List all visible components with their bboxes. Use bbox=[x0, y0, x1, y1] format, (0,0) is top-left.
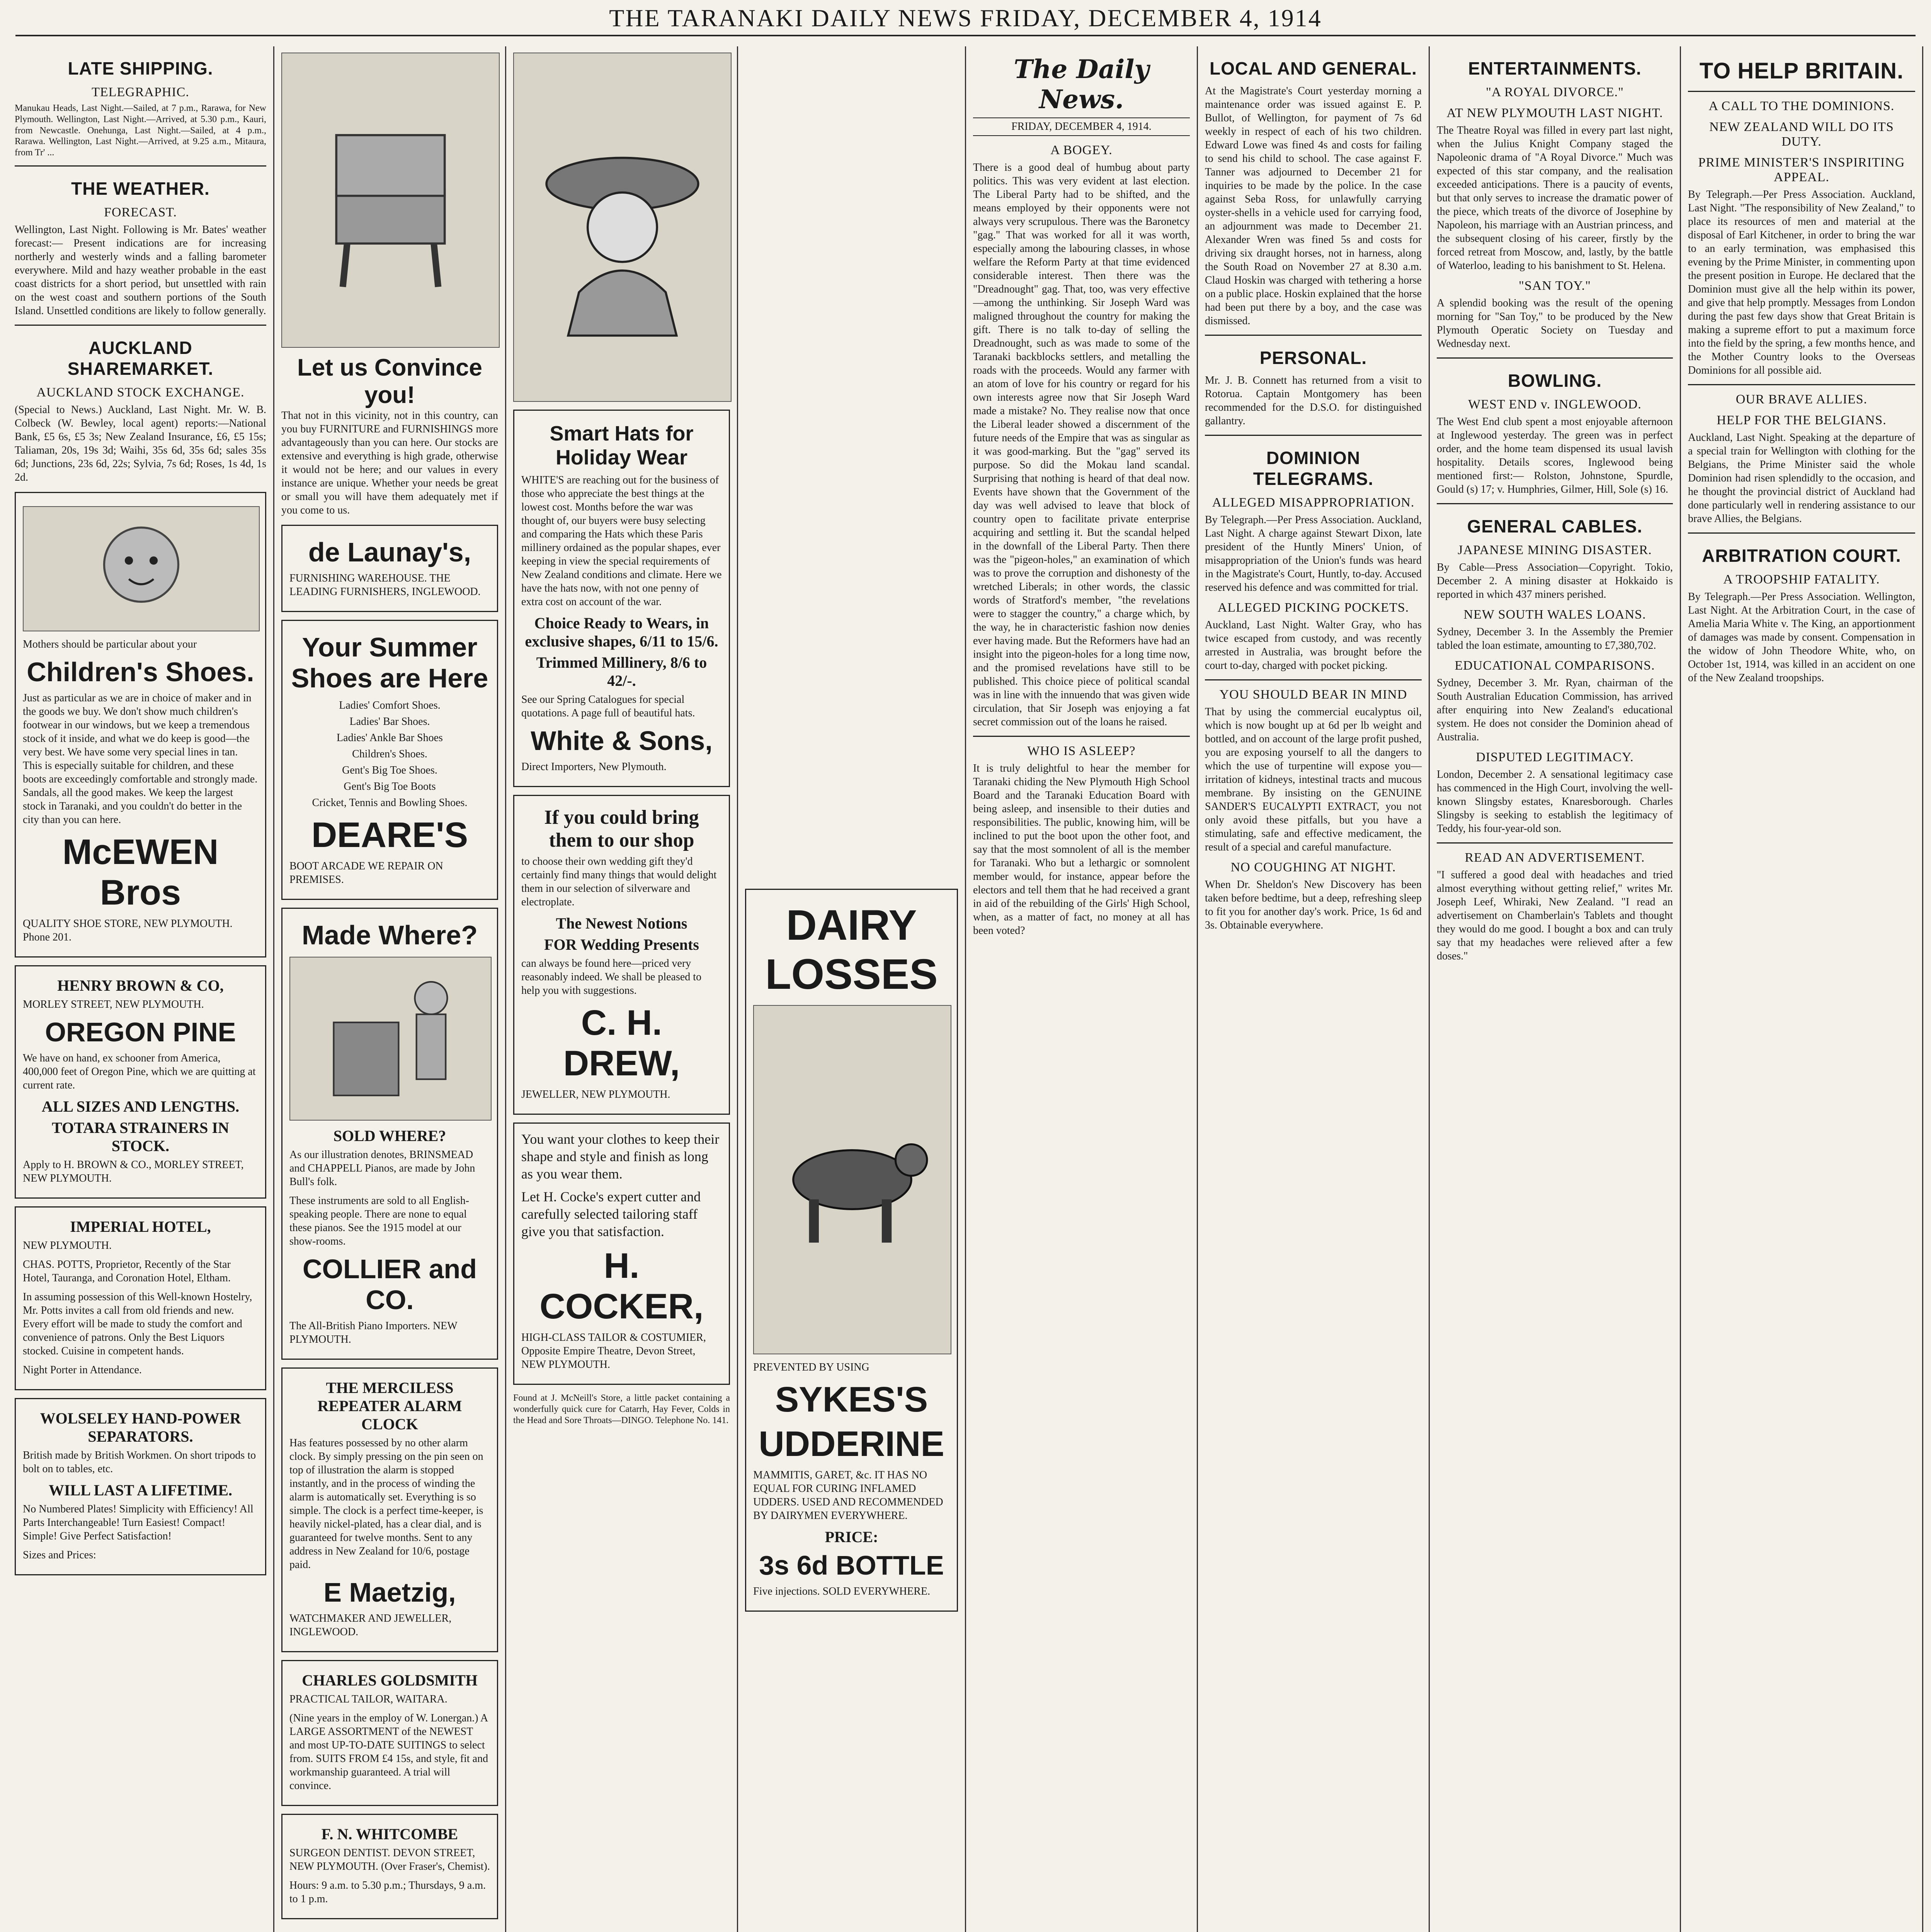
misappropriation-text: By Telegraph.—Per Press Association. Auckland, Last Night. A charge against Stewart Dixon, late president of the Huntly Miners' Union, of misappropriation of the Union's funds was heard in the Magistrate's Court, Huntly, to-day. Accused reserved his defence and was committed for trial. bbox=[1205, 514, 1422, 594]
injections-text: Five injections. SOLD EVERYWHERE. bbox=[753, 1585, 931, 1597]
shoe-list-item: Ladies' Ankle Bar Shoes bbox=[337, 732, 443, 744]
oregon-pine-ad bbox=[15, 965, 266, 1199]
divider bbox=[1205, 435, 1422, 436]
separator-lifetime: WILL LAST A LIFETIME. bbox=[49, 1481, 232, 1499]
hats-title: Smart Hats for Holiday Wear bbox=[550, 422, 694, 469]
stock-exchange-heading: AUCKLAND STOCK EXCHANGE. bbox=[36, 385, 245, 400]
cow-illustration bbox=[753, 1005, 951, 1354]
telegraphic-heading: TELEGRAPHIC. bbox=[92, 85, 189, 99]
maetzig-sub: WATCHMAKER AND JEWELLER, INGLEWOOD. bbox=[289, 1612, 452, 1638]
made-where: Made Where? bbox=[301, 920, 478, 950]
whitcombe-hours: Hours: 9 a.m. to 5.30 p.m.; Thursdays, 9 a.m. to 1 p.m. bbox=[289, 1879, 486, 1905]
sharemarket-text: (Special to News.) Auckland, Last Night. Mr. W. B. Colbeck (W. Bewley, local agent) reports:—National Bank, £5 6s, £5 3s; New Zealand Insurance, £6, £5 15s; Taliaman, 20s, 19s 3d; Waihi, 35s 6d, 35s 6d; sales 35s 6d; Junctions, 23s 6d, 22s; Sylvia, 7s 6d; Roses, 1s 4d, 1s 2d. bbox=[15, 403, 266, 483]
column-1 bbox=[8, 46, 274, 1932]
drew-sub: JEWELLER, NEW PLYMOUTH. bbox=[521, 1088, 670, 1100]
editorial-dateline: FRIDAY, DECEMBER 4, 1914. bbox=[973, 117, 1190, 136]
arbitration-heading: ARBITRATION COURT. bbox=[1702, 546, 1901, 566]
deare-logo: DEARE'S bbox=[311, 815, 468, 855]
summer-shoes-title: Your Summer Shoes are Here bbox=[291, 632, 488, 693]
dairy-losses: DAIRY LOSSES bbox=[765, 901, 938, 998]
education-text: Sydney, December 3. Mr. Ryan, chairman of the South Australian Education Commission, has arrived after enquiring into New Zealand's educational system. He does not consider the Dominion ahead of Australia. bbox=[1437, 677, 1673, 743]
deare-sub: BOOT ARCADE WE REPAIR ON PREMISES. bbox=[289, 860, 443, 886]
weather-text: Wellington, Last Night. Following is Mr. Bates' weather forecast:— Present indications are for increasing northerly and westerly winds and a falling barometer everywhere. Mild and hazy weather probable in the east coast districts for a short period, but unsettled with rain on the west coast and southern portions of the South Island. Unsettled conditions are likely to follow generally. bbox=[15, 223, 266, 317]
udderine-ad bbox=[745, 889, 958, 1612]
local-general-heading: LOCAL AND GENERAL. bbox=[1210, 58, 1417, 78]
shoe-list-item: Gent's Big Toe Boots bbox=[344, 781, 436, 793]
bowling-heading: BOWLING. bbox=[1507, 371, 1602, 391]
divider bbox=[1437, 842, 1673, 844]
divider bbox=[973, 736, 1190, 737]
bring-text: to choose their own wedding gift they'd certainly find many things that would delight them in our selection of silverware and electroplate. bbox=[521, 855, 717, 908]
belgians-heading: HELP FOR THE BELGIANS. bbox=[1717, 413, 1887, 427]
general-cables-heading: GENERAL CABLES. bbox=[1467, 516, 1643, 536]
childrens-shoes-ad bbox=[15, 492, 266, 957]
white-sons-title: White & Sons, bbox=[531, 726, 713, 756]
shoe-list-item: Cricket, Tennis and Bowling Shoes. bbox=[312, 797, 468, 809]
column-7 bbox=[1430, 46, 1681, 1932]
personal-heading: PERSONAL. bbox=[1259, 348, 1367, 368]
asleep-text: It is truly delightful to hear the member for Taranaki chiding the New Plymouth High School Board and the Taranaki Education Board with being asleep, and insensible to their duties and responsibilities. The public, knowing him, will be inclined to put the boot upon the other foot, and say that the most somnolent of all is the member for Taranaki. Who but a lethargic or somnolent member would, for instance, appear before the electors and tell them that he had received a grant in aid of the rebuilding of the Girls' High School, when, as a matter of fact, no money at all has been voted? bbox=[973, 762, 1190, 937]
theatre-subheading: AT NEW PLYMOUTH LAST NIGHT. bbox=[1446, 106, 1663, 120]
appeal-text: By Telegraph.—Per Press Association. Auckland, Last Night. "The responsibility of New Zealand," to place its resources of men and material at the disposal of Earl Kitchener, in order to bring the war to an early termination, was emphasised this evening by the Prime Minister, in commenting upon the present position in Europe. He declared that the Dominion must give all the help within its power, and give that help promptly. Messages from London during the past few days show that Great Britain is making a supreme effort to put a maximum force into the field by the spring, a few months hence, and the Mother Country looks to the Overseas Dominions for all possible aid. bbox=[1688, 189, 1915, 376]
separator-features: No Numbered Plates! Simplicity with Efficiency! All Parts Interchangeable! Turn Easiest! Compact! Simple! Give Perfect Satisfaction! bbox=[23, 1503, 253, 1542]
drew-title: C. H. DREW, bbox=[563, 1003, 680, 1083]
collier-title: COLLIER and CO. bbox=[302, 1254, 477, 1315]
weather-heading: THE WEATHER. bbox=[71, 178, 210, 199]
sykes-title: SYKES'S bbox=[775, 1380, 928, 1419]
oregon-sizes: ALL SIZES AND LENGTHS. bbox=[41, 1097, 240, 1115]
separator-sizes: Sizes and Prices: bbox=[23, 1549, 96, 1561]
late-shipping-heading: LATE SHIPPING. bbox=[68, 58, 213, 78]
drew-ad bbox=[513, 795, 730, 1115]
loans-heading: NEW SOUTH WALES LOANS. bbox=[1463, 607, 1646, 622]
oregon-text: We have on hand, ex schooner from America, 400,000 feet of Oregon Pine, which we are quitting at current rate. bbox=[23, 1052, 256, 1091]
bottle-price: 3s 6d BOTTLE bbox=[759, 1550, 944, 1580]
price-label: PRICE: bbox=[825, 1528, 878, 1546]
childrens-shoes-lead: Mothers should be particular about your bbox=[23, 638, 197, 650]
call-dominions-heading: A CALL TO THE DOMINIONS. bbox=[1708, 99, 1895, 113]
launay-ad bbox=[281, 525, 498, 612]
imperial-address: NEW PLYMOUTH. bbox=[23, 1239, 112, 1252]
troopship-heading: A TROOPSHIP FATALITY. bbox=[1723, 572, 1880, 587]
lady-hat-illustration bbox=[513, 53, 732, 402]
cocker-text: Let H. Cocke's expert cutter and carefully selected tailoring staff give you that satisfaction. bbox=[521, 1189, 701, 1239]
cocker-title: H. COCKER, bbox=[539, 1246, 704, 1326]
dominion-telegrams-heading: DOMINION TELEGRAMS. bbox=[1253, 448, 1374, 489]
coughing-heading: NO COUGHING AT NIGHT. bbox=[1230, 860, 1396, 874]
san-toy-heading: "SAN TOY." bbox=[1518, 279, 1591, 293]
personal-text: Mr. J. B. Connett has returned from a visit to Rotorua. Captain Montgomery has been recommended for the D.S.O. for distinguished gallantry. bbox=[1205, 374, 1422, 427]
mcewen-address: QUALITY SHOE STORE, NEW PLYMOUTH. Phone 201. bbox=[23, 917, 233, 943]
advertisement-heading: READ AN ADVERTISEMENT. bbox=[1465, 850, 1645, 865]
maetzig-title: E Maetzig, bbox=[323, 1577, 456, 1607]
goldsmith-text: (Nine years in the employ of W. Lonergan.) A LARGE ASSORTMENT of the NEWEST and most UP-TO-DATE SUITINGS to select from. SUITS FROM £4 15s, and style, fit and workmanship guaranteed. A trial will convince. bbox=[289, 1712, 488, 1792]
imperial-hotel-ad bbox=[15, 1206, 266, 1390]
cocker-sub: HIGH-CLASS TAILOR & COSTUMIER, Opposite Empire Theatre, Devon Street, NEW PLYMOUTH. bbox=[521, 1332, 706, 1371]
shoe-list-item: Children's Shoes. bbox=[352, 748, 427, 760]
summer-shoes-ad bbox=[281, 620, 498, 900]
pianos-ad bbox=[281, 908, 498, 1360]
local-general-text: At the Magistrate's Court yesterday morning a maintenance order was issued against E. P. Bullot, of Wellington, for payment of 7s 6d weekly in respect of each of his two children. Edward Lowe was fined 4s and costs for failing to send his child to school. The case against F. Tanner was adjourned to December 21 for inquiries to be made by the police. In the case against Seba Ross, for unlawfully carrying oyster-shells in a vehicle used for carrying food, an adjournment was made to December 21. Alexander Wren was fined 5s and costs for driving six draught horses, not in harness, along the South Road on November 27 at 8.30 a.m. Claud Hoskin was charged with tethering a horse on a public place. Hoskin explained that the horse had been put there by a boy, and the case was dismissed. bbox=[1205, 85, 1422, 327]
bogey-text: There is a good deal of humbug about party politics. This was very evident at last election. The Liberal Party had to be shifted, and the means employed by their opponents were not always very scrupulous. There was the Baronetcy "gag." That was worked for all it was worth, especially among the labouring classes, in whose welfare the Reform Party at that time evidenced considerable interest. Then there was the "Dreadnought" gag. That, too, was very effective—among the unthinking. Sir Joseph Ward was maligned throughout the country for making the gift. There is no talk to-day of selling the Dreadnought, such as was made to some of the Taranaki backblocks settlers, and metalling the roads with the proceeds. Would any farmer with an atom of love for his country or regard for his own interests agree now that Sir Joseph Ward made a mistake? No. They realise now that once the Liberal leader showed a discernment of the future needs of the Empire that was as singular as it was good-marking. But the "gag" served its purpose. So did the Mokau land scandal. Surprising that nothing is heard of that deal now. Events have shown that the Government of the day was well advised to leave that block of country open to facilitate private enterprise acquiring and settling it. But the scandal helped in the downfall of the Liberal Party. Then there was the "pigeon-holes," an examination of which was to prove the corruption and dishonesty of the wretched Liberals; in other words, the classic words of Stratford's member, "the revelations were to stagger the country," a charge which, by the way, he in characteristic fashion now denies ever having made. But the Reformers have had an insight into the pigeon-holes for a long time now, and the promised revelations have still to be published. This choice piece of political scandal was in line with the innuendo that was given wide circulation, that Sir Joseph was enjoying a fat secret commission out of the loans he raised. bbox=[973, 162, 1190, 728]
hats-choice: Choice Ready to Wears, in exclusive shapes, 6/11 to 15/6. bbox=[525, 614, 718, 650]
divider bbox=[1688, 532, 1915, 534]
shoe-list-item: Ladies' Bar Shoes. bbox=[349, 716, 430, 728]
masthead: THE TARANAKI DAILY NEWS FRIDAY, DECEMBER 4, 1914 bbox=[15, 4, 1916, 36]
newest-text: can always be found here—priced very reasonably indeed. We shall be pleased to help you with suggestions. bbox=[521, 957, 702, 997]
column-3 bbox=[506, 46, 738, 1932]
wedding-presents: FOR Wedding Presents bbox=[544, 936, 699, 953]
misappropriation-heading: ALLEGED MISAPPROPRIATION. bbox=[1212, 495, 1415, 510]
shipping-text: Manukau Heads, Last Night.—Sailed, at 7 p.m., Rarawa, for New Plymouth. Wellington, Last Night.—Arrived, at 5.30 p.m., Kauri, from Newcastle. Onehunga, Last Night.—Sailed, at 4 p.m., Rarawa. Wellington, Last Night.—Arrived, at 9.25 a.m., Mitaura, from Tr' ... bbox=[15, 103, 266, 158]
legitimacy-heading: DISPUTED LEGITIMACY. bbox=[1476, 750, 1634, 764]
goldsmith-ad bbox=[281, 1660, 498, 1806]
armchair-illustration bbox=[281, 53, 500, 348]
goldsmith-sub: PRACTICAL TAILOR, WAITARA. bbox=[289, 1693, 447, 1705]
white-sons-sub: Direct Importers, New Plymouth. bbox=[521, 761, 667, 773]
pockets-heading: ALLEGED PICKING POCKETS. bbox=[1217, 600, 1409, 615]
hats-text: WHITE'S are reaching out for the business of those who appreciate the best things at the lowest cost. Months before the war was thought of, our buyers were busy selecting and comparing the Hats which these Paris millinery ordained as the popular shapes, ever keeping in view the special requirements of New Zealand conditions and climate. Here we have the hats now, with not one penny of extra cost on account of the war. bbox=[521, 474, 722, 608]
bear-in-mind-heading: YOU SHOULD BEAR IN MIND bbox=[1219, 687, 1407, 702]
oregon-pine-title: OREGON PINE bbox=[45, 1017, 236, 1047]
childrens-shoes-title: Children's Shoes. bbox=[27, 656, 254, 687]
clothes-text: You want your clothes to keep their shape and style and finish as long as you wear them. bbox=[521, 1131, 720, 1182]
night-porter: Night Porter in Attendance. bbox=[23, 1364, 142, 1376]
bring-title: If you could bring them to our shop bbox=[544, 806, 699, 851]
whitcombe-ad bbox=[281, 1814, 498, 1919]
coughing-text: When Dr. Sheldon's New Discovery has been taken before bedtime, but a deep, refreshing sleep to fit you for another day's work. Price, 1s 6d and 3s. Obtainable everywhere. bbox=[1205, 879, 1422, 931]
prevented-text: PREVENTED BY USING bbox=[753, 1361, 869, 1373]
convince-text: That not in this vicinity, not in this country, can you buy FURNITURE and FURNISHINGS more advantageously than you can here. Our stocks are extensive and everything is high grade, otherwise it would not be here; and our values in every instance are unique. Whether your needs be great or small you will have them adequately met if you come to us. bbox=[281, 410, 498, 516]
oregon-apply: Apply to H. BROWN & CO., MORLEY STREET, NEW PLYMOUTH. bbox=[23, 1158, 244, 1184]
john-bull-illustration bbox=[289, 957, 492, 1121]
bear-in-mind-text: That by using the commercial eucalyptus oil, which is now bought up at 6d per lb weight and bottled, and on account of the large profit pushed, you are exposing yourself to all the dangers to which the use of turpentine will expose you—irritation of kidneys, intestinal tracts and mucous membrane. By insisting on the GENUINE SANDER'S EUCALYPTI EXTRACT, you not only avoid these pitfalls, but you have a stimulating, safe and effective medicament, the result of a special and careful manufacture. bbox=[1205, 706, 1422, 853]
bogey-heading: A BOGEY. bbox=[1050, 143, 1113, 157]
divider bbox=[1205, 679, 1422, 680]
childrens-shoes-text: Just as particular as we are in choice of maker and in the goods we buy. We don't show much children's footwear in our windows, but we keep a tremendous stock of it inside, and what we do keep is good—the very best. We have some very special lines in tan. This is especially suitable for children, and these boots are exceedingly comfortable and strongly made. Sandals, all the good makes. We keep the largest stock in Taranaki, and you couldn't do better in the city than you can here. bbox=[23, 692, 258, 826]
column-4 bbox=[738, 46, 966, 1932]
sold-where: SOLD WHERE? bbox=[333, 1127, 446, 1145]
convince-title: Let us Convince you! bbox=[297, 354, 482, 408]
trimmed-millinery: Trimmed Millinery, 8/6 to 42/-. bbox=[536, 654, 707, 689]
daily-news-flag: The Daily News. bbox=[1014, 54, 1149, 114]
potts-proprietor: CHAS. POTTS, Proprietor, Recently of the Star Hotel, Tauranga, and Coronation Hotel, Eltham. bbox=[23, 1258, 231, 1284]
made-text: As our illustration denotes, BRINSMEAD and CHAPPELL Pianos, are made by John Bull's folk. bbox=[289, 1149, 475, 1188]
forecast-heading: FORECAST. bbox=[104, 205, 177, 219]
mining-heading: JAPANESE MINING DISASTER. bbox=[1458, 543, 1652, 557]
sharemarket-heading: AUCKLAND SHAREMARKET. bbox=[67, 337, 214, 379]
divider bbox=[1437, 357, 1673, 359]
divider bbox=[1437, 503, 1673, 504]
potts-text: In assuming possession of this Well-known Hostelry, Mr. Potts invites a call from old friends and new. Every effort will be made to study the comfort and convenience of patrons. Only the Best Liquors stocked. Cuisine in competent hands. bbox=[23, 1291, 252, 1357]
entertainments-heading: ENTERTAINMENTS. bbox=[1468, 58, 1642, 78]
belgians-text: Auckland, Last Night. Speaking at the departure of a special train for Wellington with clothing for the Belgians, the Prime Minister said the whole Dominion had risen splendidly to the occasion, and he thought the provincial district of Auckland had done particularly well in rendering assistance to our brave Allies, the Belgians. bbox=[1688, 432, 1915, 525]
whitcombe-sub: SURGEON DENTIST. DEVON STREET, NEW PLYMOUTH. (Over Fraser's, Chemist). bbox=[289, 1847, 490, 1872]
shoe-list bbox=[289, 697, 490, 811]
divider bbox=[1688, 384, 1915, 385]
newest-notions: The Newest Notions bbox=[556, 915, 687, 932]
asleep-heading: WHO IS ASLEEP? bbox=[1027, 744, 1136, 758]
royal-divorce-text: The Theatre Royal was filled in every part last night, when the Julius Knight Company staged the Napoleonic drama of "A Royal Divorce." Much was expected of this star company, and the realisation exceeded anticipations. There is a paucity of events, but that only serves to increase the dramatic power of the piece, which treats of the divorce of Josephine by Napoleon, his marriage with an Austrian princess, and the subsequent closing of his career, firstly by the forced retreat from Moscow, and, lastly, by the battle of Waterloo, leading to his banishment to St. Helena. bbox=[1437, 124, 1673, 272]
white-sons-ad bbox=[513, 410, 730, 787]
alarm-text: Has features possessed by no other alarm clock. By simply pressing on the pin seen on top of illustration the alarm is stopped instantly, and in the process of winding the alarm is automatically set. Everything is so simple. The clock is a perfect time-keeper, is heavily nickel-plated, has a clear dial, and is guaranteed for twelve months. Sent to any address in New Zealand for 10/6, postage paid. bbox=[289, 1437, 483, 1571]
alarm-title: THE MERCILESS REPEATER ALARM CLOCK bbox=[317, 1379, 462, 1433]
loans-text: Sydney, December 3. In the Assembly the Premier tabled the loan estimate, amounting to £7,380,702. bbox=[1437, 626, 1673, 651]
bowling-text: The West End club spent a most enjoyable afternoon at Inglewood yesterday. The green was in perfect order, and the home team dispensed its usual lavish hospitality. Details scores, Inglewood being mentioned first:— Rolston, Johnstone, Spurdle, Gould (s) 17; v. Humphries, Gilmer, Hill, Sole (s) 16. bbox=[1437, 416, 1673, 495]
education-heading: EDUCATIONAL COMPARISONS. bbox=[1455, 658, 1655, 673]
divider bbox=[15, 325, 266, 326]
royal-divorce-heading: "A ROYAL DIVORCE." bbox=[1485, 85, 1624, 99]
brown-address: MORLEY STREET, NEW PLYMOUTH. bbox=[23, 998, 204, 1010]
column-6 bbox=[1198, 46, 1430, 1932]
udderine-text: MAMMITIS, GARET, &c. IT HAS NO EQUAL FOR CURING INFLAMED UDDERS. USED AND RECOMMENDED BY DAIRYMEN EVERYWHERE. bbox=[753, 1469, 943, 1522]
separator-text: British made by British Workmen. On short tripods to bolt on to tables, etc. bbox=[23, 1449, 256, 1475]
column-5 bbox=[966, 46, 1198, 1932]
nz-duty-heading: NEW ZEALAND WILL DO ITS DUTY. bbox=[1709, 120, 1894, 149]
separator-ad bbox=[15, 1398, 266, 1575]
cocker-ad bbox=[513, 1122, 730, 1385]
column-2 bbox=[274, 46, 506, 1932]
brave-allies-heading: OUR BRAVE ALLIES. bbox=[1735, 392, 1868, 406]
collier-sub: The All-British Piano Importers. NEW PLYMOUTH. bbox=[289, 1320, 458, 1345]
mcneill-notice: Found at J. McNeill's Store, a little packet containing a wonderfully quick cure for Catarrh, Hay Fever, Colds in the Head and Sore Throats—DINGO. Telephone No. 141. bbox=[513, 1393, 730, 1425]
separator-title: WOLSELEY HAND-POWER SEPARATORS. bbox=[40, 1409, 241, 1445]
shoe-list-item: Gent's Big Toe Shoes. bbox=[342, 764, 437, 776]
brown-name: HENRY BROWN & CO, bbox=[57, 976, 224, 994]
child-illustration bbox=[23, 506, 260, 631]
bowling-subheading: WEST END v. INGLEWOOD. bbox=[1468, 397, 1642, 412]
legitimacy-text: London, December 2. A sensational legitimacy case has commenced in the High Court, involving the well-known Slingsby estates, Knaresborough. Charles Slingsby is seeking to establish the legitimacy of Teddy, his four-year-old son. bbox=[1437, 769, 1673, 835]
made-text-2: These instruments are sold to all English-speaking people. There are none to equal these pianos. See the 1915 model at our show-rooms. bbox=[289, 1195, 470, 1247]
shoe-list-item: Ladies' Comfort Shoes. bbox=[339, 699, 441, 711]
prime-minister-heading: PRIME MINISTER'S INSPIRITING APPEAL. bbox=[1698, 155, 1905, 184]
mcewen-logo: McEWEN Bros bbox=[62, 832, 219, 912]
divider bbox=[1205, 335, 1422, 336]
mining-text: By Cable—Press Association—Copyright. Tokio, December 2. A mining disaster at Hokkaido is reported in which 437 miners perished. bbox=[1437, 561, 1673, 600]
divider bbox=[15, 165, 266, 167]
goldsmith-title: CHARLES GOLDSMITH bbox=[302, 1672, 478, 1689]
whitcombe-title: F. N. WHITCOMBE bbox=[321, 1825, 458, 1843]
launay-sub: FURNISHING WAREHOUSE. THE LEADING FURNISHERS, INGLEWOOD. bbox=[289, 572, 481, 598]
help-britain-heading: TO HELP BRITAIN. bbox=[1699, 58, 1904, 83]
catalogue-note: See our Spring Catalogues for special quotations. A page full of beautiful hats. bbox=[521, 694, 695, 719]
advertisement-text: "I suffered a good deal with headaches and tried almost everything without getting relief," writes Mr. Joseph Leef, Whiraki, New Zealand. "I read an advertisement on Chamberlain's Tablets and thought they would do me good. I bought a box and can truly say that my headaches were relieved after a few doses." bbox=[1437, 869, 1673, 962]
troopship-text: By Telegraph.—Per Press Association. Wellington, Last Night. At the Arbitration Court, in the case of Amelia Maria White v. The King, an apportionment of damages was made by consent. Compensation in the widow of John Theodore White, who, on October 1st, 1914, was killed in an accident on one of the New Zealand troopships. bbox=[1688, 591, 1915, 684]
column-8 bbox=[1681, 46, 1923, 1932]
udderine-title: UDDERINE bbox=[759, 1424, 944, 1464]
divider bbox=[1688, 91, 1915, 92]
launay-title: de Launay's, bbox=[308, 537, 471, 567]
imperial-hotel-title: IMPERIAL HOTEL, bbox=[70, 1218, 211, 1235]
alarm-clock-ad bbox=[281, 1367, 498, 1652]
pockets-text: Auckland, Last Night. Walter Gray, who has twice escaped from custody, and was recently arrested in Australia, was brought before the court to-day, charged with pocket picking. bbox=[1205, 619, 1422, 672]
totara-strainers: TOTARA STRAINERS IN STOCK. bbox=[52, 1119, 229, 1155]
san-toy-text: A splendid booking was the result of the opening morning for "San Toy," to be produced by the New Plymouth Operatic Society on Tuesday and Wednesday next. bbox=[1437, 297, 1673, 350]
